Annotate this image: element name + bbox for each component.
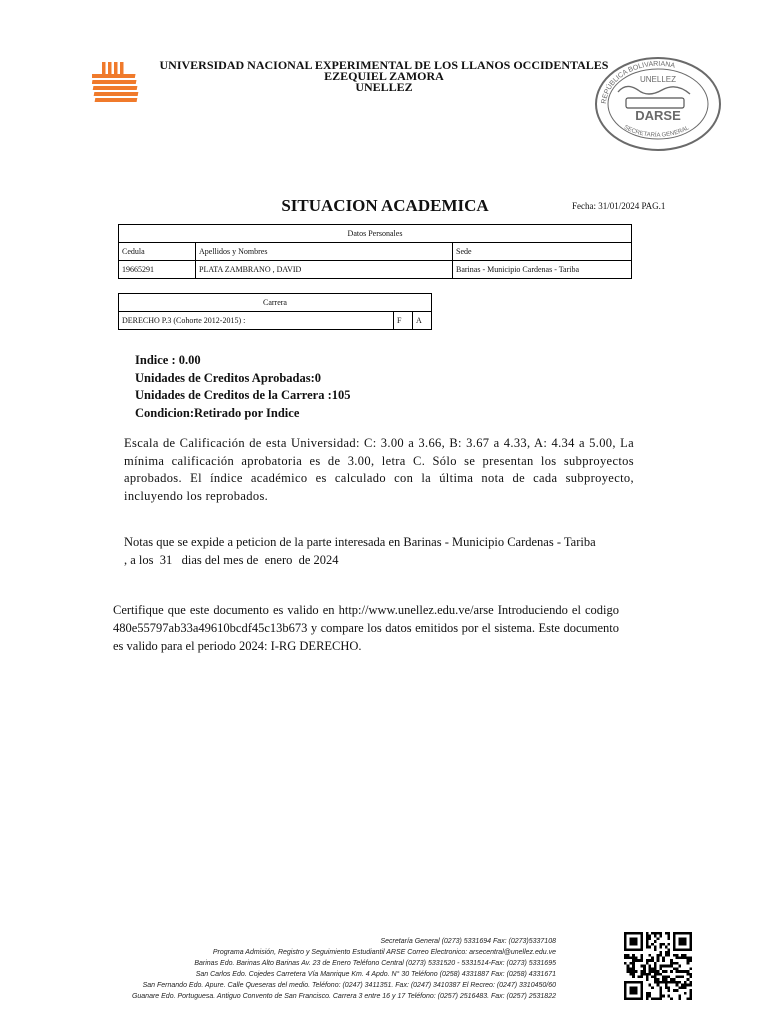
university-name: UNIVERSIDAD NACIONAL EXPERIMENTAL DE LOS LLANOS OCCIDENTALES (159, 58, 609, 72)
darse-seal-icon (588, 52, 724, 152)
header-sede: Sede (453, 243, 632, 261)
verification-paragraph: Certifique que este documento es valido en http://www.unellez.edu.ve/arse Introduciendo el codigo 480e55797ab33a49610bcdf45c13b673 y compare los datos emitidos por el sistema. Este documento es valido para el periodo 2024: I-RG DERECHO. (113, 603, 619, 653)
condition: Condicion:Retirado por Indice (135, 405, 300, 420)
footer-line: Guanare Edo. Portuguesa. Antiguo Convento de San Francisco. Carrera 3 entre 16 y 17 Teléfono: (0257) 2516483. Fax: (0257) 2531822 (131, 992, 556, 1000)
footer-line: Barinas Edo. Barinas Alto Barinas Av. 23 de Enero Teléfono Central (0273) 5331520 - 5331514-Fax: (0273) 5331695 (194, 959, 556, 967)
issue-statement (124, 533, 634, 569)
footer-contacts (60, 937, 556, 1002)
value-cedula: 19665291 (119, 261, 196, 279)
footer-line: Secretaría General (0273) 5331694 Fax: (0273)5337108 (380, 938, 556, 945)
issue-statement-line1: Notas que se expide a peticion de la parte interesada en Barinas - Municipio Cardenas - Tariba (124, 535, 596, 549)
academic-indices (135, 352, 351, 422)
career-col-f: F (394, 312, 413, 330)
grading-scale-paragraph: Escala de Calificación de esta Universidad: C: 3.00 a 3.66, B: 3.67 a 4.33, A: 4.34 a 5.00, La mínima calificación aprobatoria es de 3.00, letra C. Sólo se presentan los subproyectos aprobados. El índice académico es calculado con la última nota de cada subproyecto, incluyendo los reprobados. (124, 436, 634, 503)
header-nombres: Apellidos y Nombres (196, 243, 453, 261)
university-acronym: UNELLEZ (355, 80, 413, 94)
career-heading: Carrera (119, 294, 432, 312)
seal-bottom-text: SECRETARÍA GENERAL (622, 124, 691, 139)
indice-value: Indice : 0.00 (135, 353, 201, 367)
university-header (150, 60, 618, 93)
seal-darse-text: DARSE (635, 108, 681, 123)
footer-line: San Carlos Edo. Cojedes Carretera Vía Manrique Km. 4 Apdo. N° 30 Teléfono (0258) 4331887 Fax: (0258) 4331671 (195, 970, 556, 978)
svg-text:SECRETARÍA GENERAL (623, 125, 691, 139)
qr-code-icon (624, 932, 692, 1000)
career-name: DERECHO P.3 (Cohorte 2012-2015) : (119, 312, 394, 330)
value-nombres: PLATA ZAMBRANO , DAVID (196, 261, 453, 279)
career-col-a: A (413, 312, 432, 330)
value-sede: Barinas - Municipio Cardenas - Tariba (453, 261, 632, 279)
unellez-logo-icon (92, 60, 148, 104)
personal-data-heading: Datos Personales (119, 225, 632, 243)
seal-unellez-text: UNELLEZ (639, 75, 677, 84)
header-cedula: Cedula (119, 243, 196, 261)
issue-statement-line2: , a los 31 dias del mes de enero de 2024 (124, 553, 339, 567)
document-title: SITUACION ACADEMICA (281, 196, 489, 215)
credits-career: Unidades de Creditos de la Carrera :105 (135, 388, 351, 402)
footer-line: Programa Admisión, Registro y Seguimiento Estudiantil ARSE Correo Electronico: arsecentral@unellez.edu.ve (212, 948, 556, 956)
credits-approved: Unidades de Creditos Aprobadas:0 (135, 370, 322, 385)
university-subname: EZEQUIEL ZAMORA (324, 69, 444, 83)
career-table (118, 293, 432, 330)
document-date: Fecha: 31/01/2024 PAG.1 (572, 201, 666, 211)
seal-top-text: REPÚBLICA BOLIVARIANA (600, 60, 676, 105)
footer-line: San Fernando Edo. Apure. Calle Queseras del medio. Teléfono: (0247) 3411351. Fax: (0247) 3410387 El Recreo: (0247) 3310450/60 (142, 981, 556, 989)
personal-data-table (118, 224, 632, 279)
